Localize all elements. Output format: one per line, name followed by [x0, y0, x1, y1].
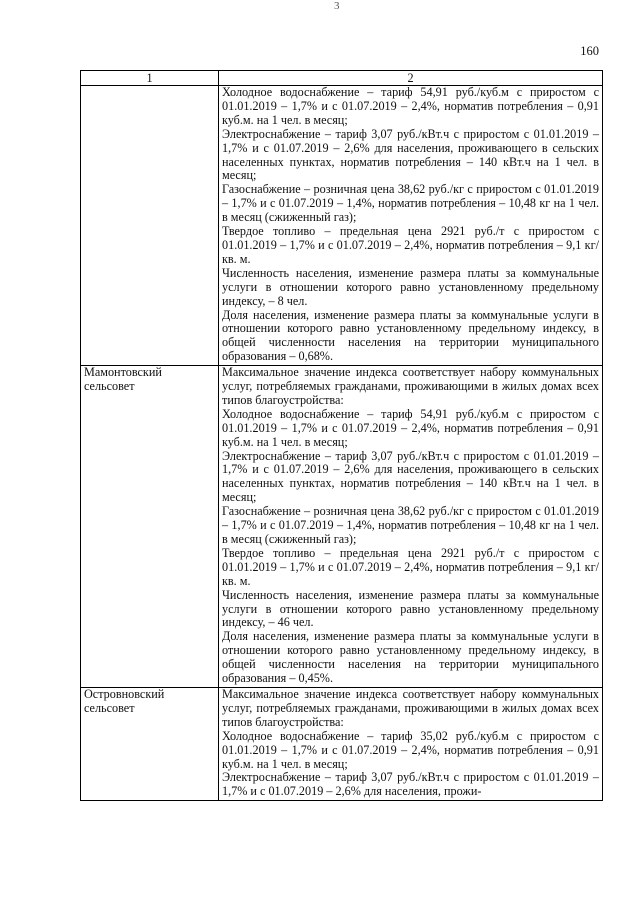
page-number: 160 — [580, 44, 599, 58]
paragraph: Твердое топливо – предельная цена 2921 руб./т с приростом с 01.01.2019 – 1,7% и с 01.07.2019 – 2,4%, норматив потребления – 9,1 кг/кв. м. — [222, 545, 599, 588]
paragraph: Твердое топливо – предельная цена 2921 руб./т с приростом с 01.01.2019 – 1,7% и с 01.07.2019 – 2,4%, норматив потребления – 9,1 кг/кв. м. — [222, 224, 599, 266]
paragraph: Электроснабжение – тариф 3,07 руб./кВт.ч с приростом с 01.01.2019 – 1,7% и с 01.07.2019 – 2,6% для населения, проживающего в сельских населенных пунктах, норматив потребления – 140 кВт.ч на 1 чел. в месяц; — [222, 126, 599, 183]
municipal-tariff-table — [80, 70, 603, 801]
column-header-2: 2 — [219, 71, 603, 86]
description-cell — [219, 366, 603, 688]
paragraph: Газоснабжение – розничная цена 38,62 руб./кг с приростом с 01.01.2019 – 1,7% и с 01.07.2019 – 1,4%, норматив потребления – 10,48 кг на 1 чел. в месяц (сжиженный газ); — [222, 504, 599, 546]
table-header-row — [81, 71, 603, 86]
page-mark: 3 — [334, 0, 340, 12]
paragraph: Электроснабжение – тариф 3,07 руб./кВт.ч с приростом с 01.01.2019 – 1,7% и с 01.07.2019 – 2,6% для населения, прожи- — [222, 770, 599, 799]
description-cell — [219, 687, 603, 800]
table-row — [81, 366, 603, 688]
paragraph: Доля населения, изменение размера платы за коммунальные услуги в отношении которого равно установленному предельному индексу, в общей численности населения на территории муниципального образования – 0,68%. — [222, 307, 599, 364]
municipality-cell — [81, 687, 219, 800]
paragraph: Доля населения, изменение размера платы за коммунальные услуги в отношении которого равно установленному предельному индексу, в общей численности населения на территории муниципального образования – 0,45%. — [222, 629, 599, 686]
paragraph: Максимальное значение индекса соответствует набору коммунальных услуг, потребляемых гражданами, проживающими в жилых домах всех типов благоустройства: — [222, 686, 599, 729]
paragraph: Численность населения, изменение размера платы за коммунальные услуги в отношении которого равно установленному предельному индексу, – 8 чел. — [222, 265, 599, 308]
column-header-1: 1 — [81, 71, 219, 86]
table-row — [81, 687, 603, 800]
paragraph: Холодное водоснабжение – тариф 54,91 руб./куб.м с приростом с 01.01.2019 – 1,7% и с 01.07.2019 – 2,4%, норматив потребления – 0,91 куб.м. на 1 чел. в месяц; — [222, 85, 599, 127]
municipality-cell — [81, 86, 219, 366]
paragraph: Численность населения, изменение размера платы за коммунальные услуги в отношении которого равно установленному предельному индексу, – 46 чел. — [222, 587, 599, 630]
description-cell — [219, 86, 603, 366]
paragraph: Холодное водоснабжение – тариф 54,91 руб./куб.м с приростом с 01.01.2019 – 1,7% и с 01.07.2019 – 2,4%, норматив потребления – 0,91 куб.м. на 1 чел. в месяц; — [222, 406, 599, 449]
paragraph: Максимальное значение индекса соответствует набору коммунальных услуг, потребляемых гражданами, проживающими в жилых домах всех типов благоустройства: — [222, 365, 599, 407]
table-row — [81, 86, 603, 366]
paragraph: Холодное водоснабжение – тариф 35,02 руб./куб.м с приростом с 01.01.2019 – 1,7% и с 01.07.2019 – 2,4%, норматив потребления – 0,91 куб.м. на 1 чел. в месяц; — [222, 728, 599, 771]
municipality-name: Мамонтовский сельсовет — [84, 365, 162, 394]
paragraph: Электроснабжение – тариф 3,07 руб./кВт.ч с приростом с 01.01.2019 – 1,7% и с 01.07.2019 – 2,6% для населения, проживающего в сельских населенных пунктах, норматив потребления – 140 кВт.ч на 1 чел. в месяц; — [222, 448, 599, 505]
paragraph: Газоснабжение – розничная цена 38,62 руб./кг с приростом с 01.01.2019 – 1,7% и с 01.07.2019 – 1,4%, норматив потребления – 10,48 кг на 1 чел. в месяц (сжиженный газ); — [222, 182, 599, 225]
municipality-name: Островновский сельсовет — [84, 686, 165, 715]
municipality-cell — [81, 366, 219, 688]
